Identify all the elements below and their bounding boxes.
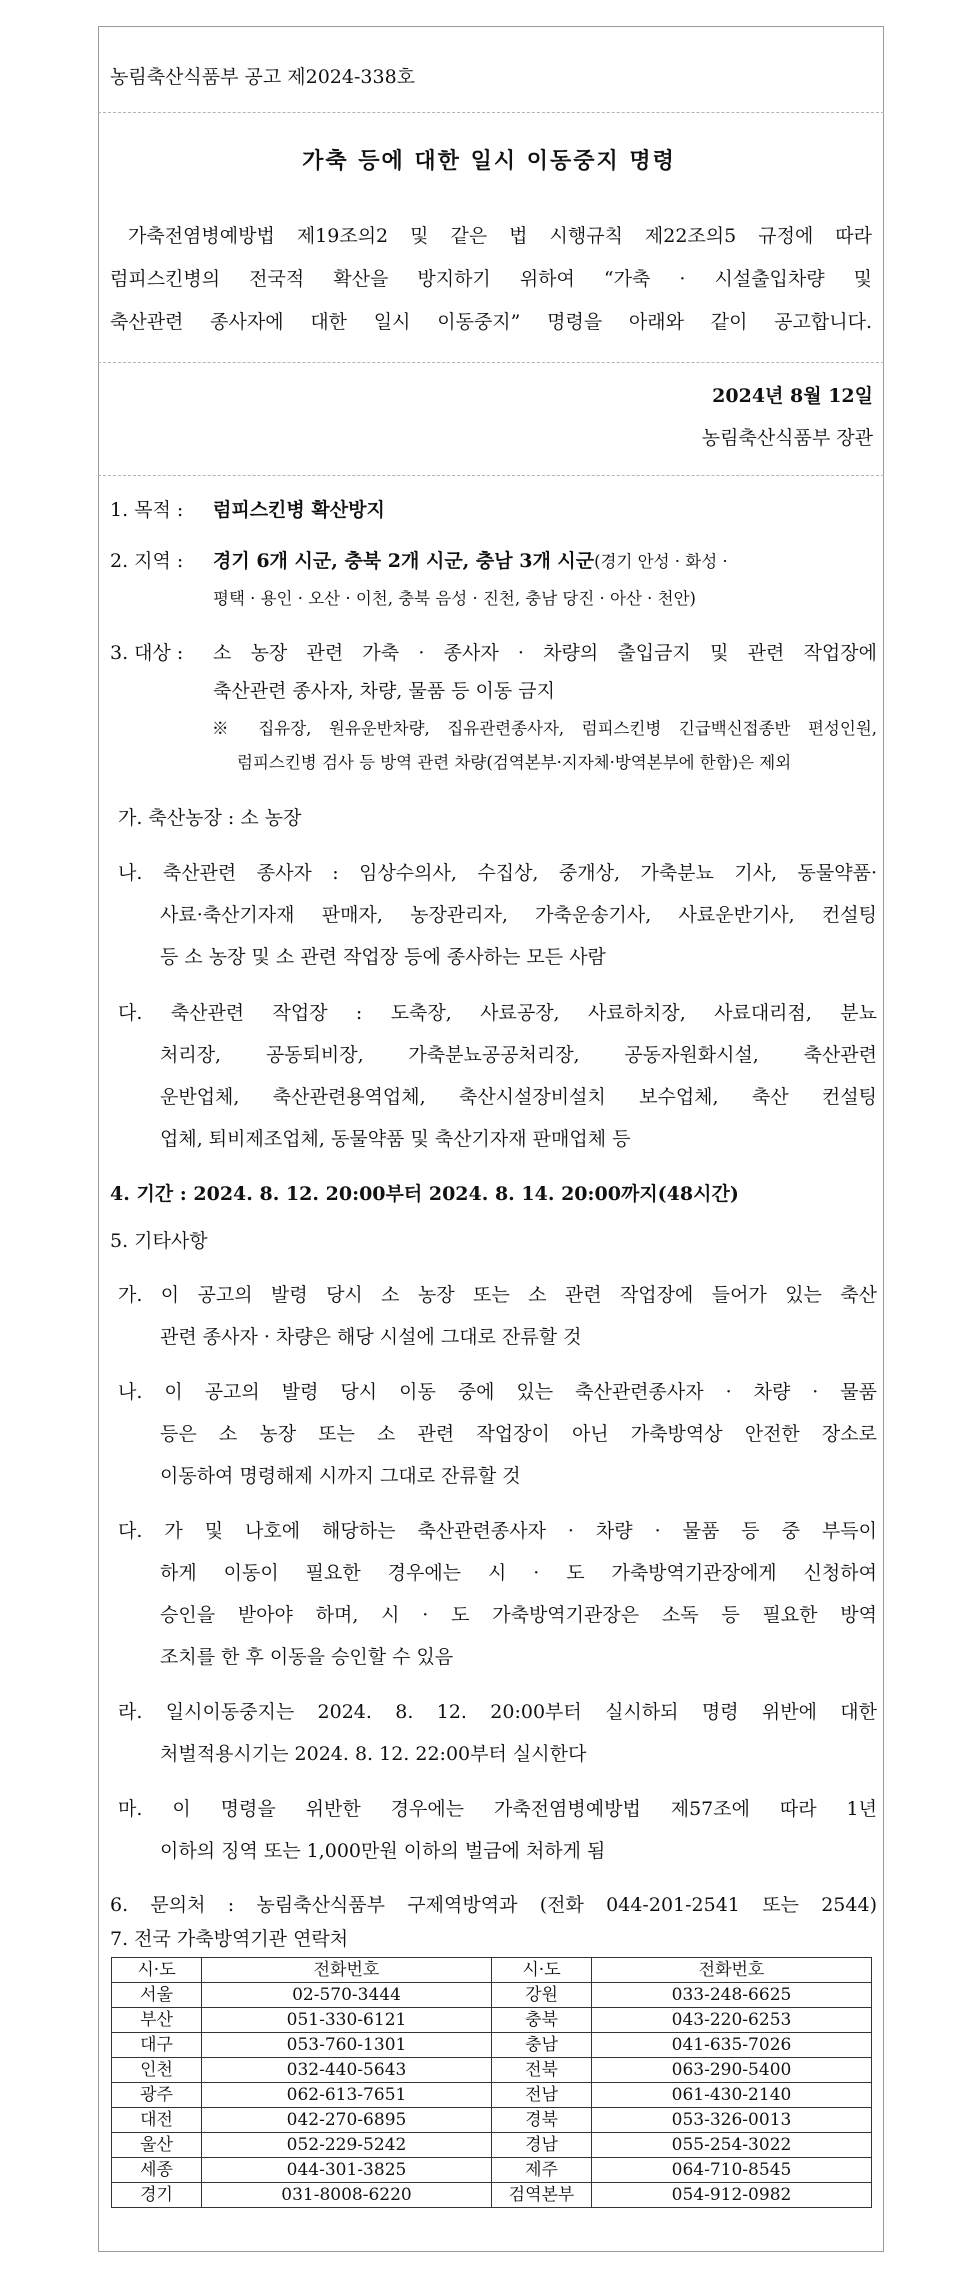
- cell-region: 대구: [112, 2033, 202, 2058]
- cell-phone: 051-330-6121: [202, 2008, 492, 2033]
- cell-phone: 054-912-0982: [592, 2183, 872, 2208]
- cell-region: 제주: [492, 2158, 592, 2183]
- notice-date: 2024년 8월 12일: [712, 385, 873, 407]
- contacts-label: 7. 전국 가축방역기관 연락처: [110, 1928, 349, 1950]
- cell-region: 세종: [112, 2158, 202, 2183]
- table-header-row: [112, 1958, 872, 1983]
- misc-item-b-line-2: 등은 소 농장 또는 소 관련 작업장이 아닌 가축방역상 안전한 장소로: [160, 1423, 877, 1445]
- region-detail-2: 평택 · 용인 · 오산 · 이천, 충북 음성 · 진천, 충남 당진 · 아산 · 천안): [213, 589, 696, 608]
- intro-line-1: 가축전염병예방법 제19조의2 및 같은 법 시행규칙 제22조의5 규정에 따라: [128, 225, 872, 247]
- table-row: [112, 2033, 872, 2058]
- cell-phone: 055-254-3022: [592, 2133, 872, 2158]
- cell-region: 부산: [112, 2008, 202, 2033]
- cell-region: 광주: [112, 2083, 202, 2108]
- header-region: 시·도: [492, 1958, 592, 1983]
- target-item-b-line-1: 나. 축산관련 종사자 : 임상수의사, 수집상, 중개상, 가축분뇨 기사, 동물약품·: [118, 862, 877, 884]
- cell-region: 울산: [112, 2133, 202, 2158]
- misc-item-e-line-1: 마. 이 명령을 위반한 경우에는 가축전염병예방법 제57조에 따라 1년: [118, 1798, 877, 1820]
- intro-line-2: 럼피스킨병의 전국적 확산을 방지하기 위하여 “가축 · 시설출입차량 및: [110, 268, 872, 290]
- purpose-label: 1. 목적 :: [110, 499, 184, 521]
- misc-item-b-line-1: 나. 이 공고의 발령 당시 이동 중에 있는 축산관련종사자 · 차량 · 물품: [118, 1381, 877, 1403]
- misc-item-c-line-3: 승인을 받아야 하며, 시 · 도 가축방역기관장은 소독 등 필요한 방역: [160, 1604, 877, 1626]
- table-row: [112, 2058, 872, 2083]
- divider: [98, 475, 884, 476]
- table-row: [112, 1983, 872, 2008]
- header-phone: 전화번호: [592, 1958, 872, 1983]
- notice-number: 농림축산식품부 공고 제2024-338호: [110, 66, 416, 88]
- cell-phone: 053-760-1301: [202, 2033, 492, 2058]
- cell-phone: 02-570-3444: [202, 1983, 492, 2008]
- target-note-2: 럼피스킨병 검사 등 방역 관련 차량(검역본부·지자체·방역본부에 한함)은 제외: [237, 753, 792, 772]
- region-provinces: 경기 6개 시군, 충북 2개 시군, 충남 3개 시군: [213, 550, 595, 572]
- cell-phone: 064-710-8545: [592, 2158, 872, 2183]
- cell-phone: 061-430-2140: [592, 2083, 872, 2108]
- cell-phone: 033-248-6625: [592, 1983, 872, 2008]
- misc-item-c-line-4: 조치를 한 후 이동을 승인할 수 있음: [160, 1646, 454, 1668]
- cell-region: 대전: [112, 2108, 202, 2133]
- cell-phone: 042-270-6895: [202, 2108, 492, 2133]
- cell-region: 충북: [492, 2008, 592, 2033]
- table-row: [112, 2108, 872, 2133]
- cell-region: 인천: [112, 2058, 202, 2083]
- cell-region: 강원: [492, 1983, 592, 2008]
- misc-item-b-line-3: 이동하여 명령해제 시까지 그대로 잔류할 것: [160, 1465, 521, 1487]
- cell-region: 전북: [492, 2058, 592, 2083]
- misc-item-c-line-2: 하게 이동이 필요한 경우에는 시 · 도 가축방역기관장에게 신청하여: [160, 1562, 877, 1584]
- header-region: 시·도: [112, 1958, 202, 1983]
- purpose-value: 럼피스킨병 확산방지: [213, 499, 385, 521]
- target-item-c-line-2: 처리장, 공동퇴비장, 가축분뇨공공처리장, 공동자원화시설, 축산관련: [160, 1044, 877, 1066]
- header-phone: 전화번호: [202, 1958, 492, 1983]
- cell-phone: 053-326-0013: [592, 2108, 872, 2133]
- cell-region: 경북: [492, 2108, 592, 2133]
- cell-phone: 041-635-7026: [592, 2033, 872, 2058]
- target-item-c-line-1: 다. 축산관련 작업장 : 도축장, 사료공장, 사료하치장, 사료대리점, 분뇨: [118, 1002, 877, 1024]
- notice-title: 가축 등에 대한 일시 이동중지 명령: [302, 148, 676, 174]
- cell-phone: 044-301-3825: [202, 2158, 492, 2183]
- cell-region: 경기: [112, 2183, 202, 2208]
- period: 4. 기간 : 2024. 8. 12. 20:00부터 2024. 8. 14. 20:00까지(48시간): [110, 1183, 739, 1205]
- table-row: [112, 2008, 872, 2033]
- misc-item-d-line-1: 라. 일시이동중지는 2024. 8. 12. 20:00부터 실시하되 명령 위반에 대한: [118, 1701, 877, 1723]
- cell-region: 전남: [492, 2083, 592, 2108]
- issuer: 농림축산식품부 장관: [701, 427, 873, 449]
- cell-region: 경남: [492, 2133, 592, 2158]
- region-label: 2. 지역 :: [110, 550, 184, 572]
- target-line-2: 축산관련 종사자, 차량, 물품 등 이동 금지: [213, 680, 555, 702]
- cell-region: 충남: [492, 2033, 592, 2058]
- target-item-c-line-4: 업체, 퇴비제조업체, 동물약품 및 축산기자재 판매업체 등: [160, 1128, 631, 1150]
- cell-phone: 032-440-5643: [202, 2058, 492, 2083]
- misc-item-e-line-2: 이하의 징역 또는 1,000만원 이하의 벌금에 처하게 됨: [160, 1840, 606, 1862]
- region-detail-1: (경기 안성 · 화성 ·: [594, 552, 728, 571]
- target-line-1: 소 농장 관련 가축 · 종사자 · 차량의 출입금지 및 관련 작업장에: [213, 642, 877, 664]
- misc-item-d-line-2: 처벌적용시기는 2024. 8. 12. 22:00부터 실시한다: [160, 1743, 587, 1765]
- table-row: [112, 2183, 872, 2208]
- intro-line-3: 축산관련 종사자에 대한 일시 이동중지” 명령을 아래와 같이 공고합니다.: [110, 311, 872, 333]
- table-row: [112, 2158, 872, 2183]
- table-row: [112, 2133, 872, 2158]
- cell-phone: 062-613-7651: [202, 2083, 492, 2108]
- region-line-1: [213, 548, 728, 575]
- target-item-b-line-3: 등 소 농장 및 소 관련 작업장 등에 종사하는 모든 사람: [160, 946, 606, 968]
- contacts-table: [111, 1957, 872, 2208]
- table-row: [112, 2083, 872, 2108]
- contact-info: 6. 문의처 : 농림축산식품부 구제역방역과 (전화 044-201-2541 또는 2544): [110, 1894, 877, 1916]
- misc-label: 5. 기타사항: [110, 1230, 208, 1252]
- target-label: 3. 대상 :: [110, 642, 184, 664]
- cell-phone: 052-229-5242: [202, 2133, 492, 2158]
- misc-item-a-line-2: 관련 종사자 · 차량은 해당 시설에 그대로 잔류할 것: [160, 1326, 582, 1348]
- cell-region: 서울: [112, 1983, 202, 2008]
- cell-region: 검역본부: [492, 2183, 592, 2208]
- divider: [98, 112, 884, 113]
- target-note-1: ※ 집유장, 원유운반차량, 집유관련종사자, 럼피스킨병 긴급백신접종반 편성인원,: [212, 719, 877, 738]
- cell-phone: 031-8008-6220: [202, 2183, 492, 2208]
- target-item-c-line-3: 운반업체, 축산관련용역업체, 축산시설장비설치 보수업체, 축산 컨설팅: [160, 1086, 877, 1108]
- divider: [98, 362, 884, 363]
- cell-phone: 063-290-5400: [592, 2058, 872, 2083]
- target-item-a: 가. 축산농장 : 소 농장: [118, 807, 302, 829]
- misc-item-a-line-1: 가. 이 공고의 발령 당시 소 농장 또는 소 관련 작업장에 들어가 있는 축산: [118, 1284, 877, 1306]
- misc-item-c-line-1: 다. 가 및 나호에 해당하는 축산관련종사자 · 차량 · 물품 등 중 부득이: [118, 1520, 877, 1542]
- cell-phone: 043-220-6253: [592, 2008, 872, 2033]
- target-item-b-line-2: 사료·축산기자재 판매자, 농장관리자, 가축운송기사, 사료운반기사, 컨설팅: [160, 904, 877, 926]
